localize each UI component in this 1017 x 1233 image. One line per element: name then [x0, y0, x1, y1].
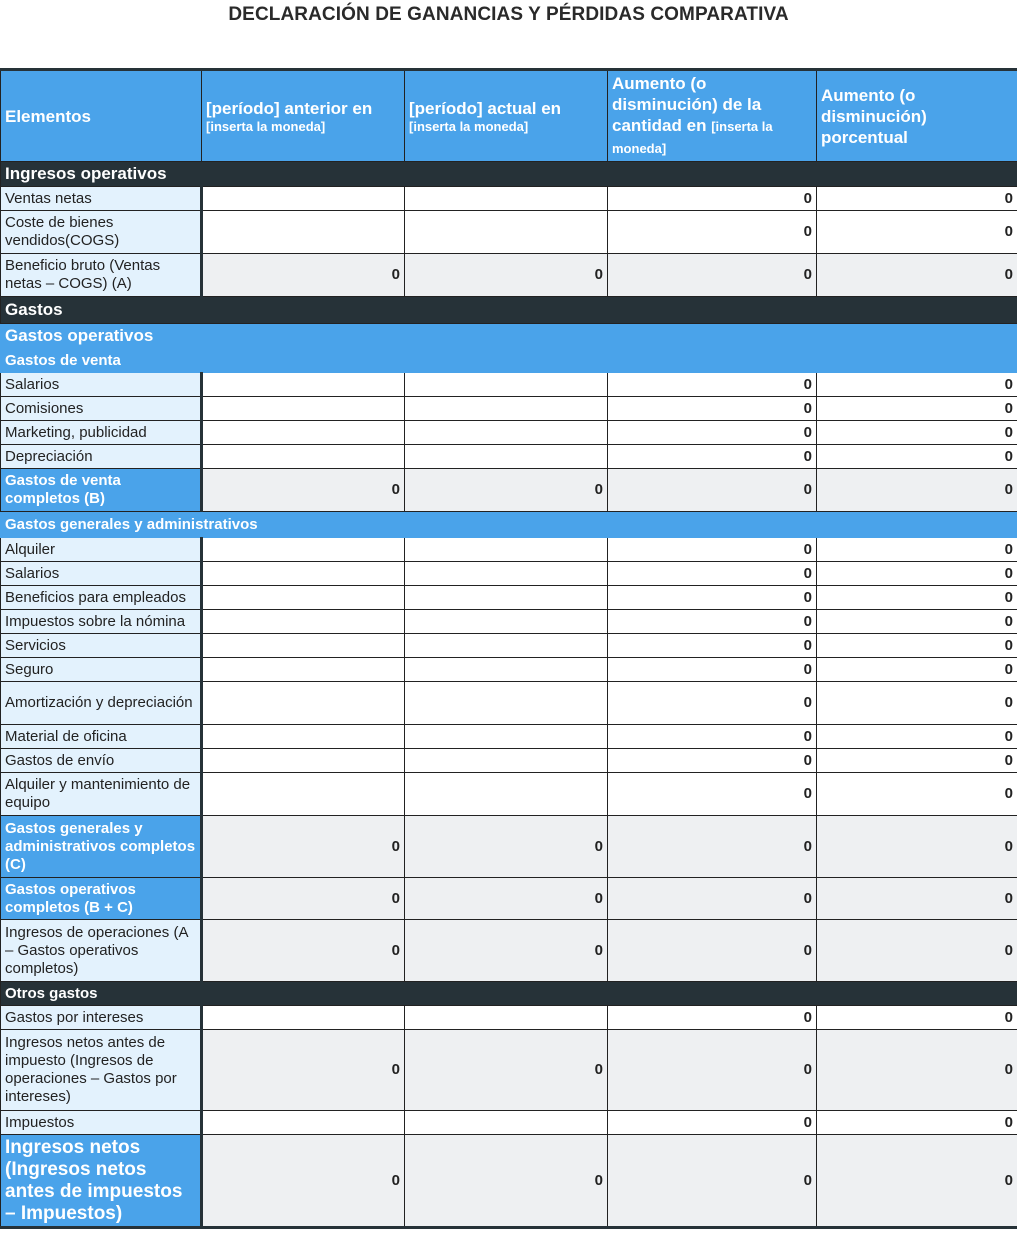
cell-amount-change: 0: [608, 920, 817, 982]
cell-percent-change: 0: [817, 1135, 1017, 1228]
cell-current[interactable]: [405, 682, 608, 725]
cell-current[interactable]: [405, 538, 608, 562]
cell-amount-change: 0: [608, 634, 817, 658]
cell-previous[interactable]: [202, 586, 405, 610]
cell-percent-change: 0: [817, 610, 1017, 634]
cell-amount-change: 0: [608, 749, 817, 773]
header-amount-label: Aumento (o disminución) de la cantidad en: [612, 74, 762, 135]
cell-current[interactable]: [405, 373, 608, 397]
row-label: Beneficios para empleados: [1, 586, 202, 610]
subsection-general-admin: Gastos generales y administrativos: [1, 512, 1017, 538]
cell-amount-change: 0: [608, 562, 817, 586]
cell-previous: 0: [202, 878, 405, 920]
table-row: [1, 816, 1017, 878]
header-current-label: [período] actual en: [409, 99, 562, 118]
cell-previous: 0: [202, 254, 405, 297]
row-label: Material de oficina: [1, 725, 202, 749]
table-row: [1, 1135, 1017, 1228]
cell-previous[interactable]: [202, 1111, 405, 1135]
cell-current: 0: [405, 1135, 608, 1228]
cell-previous[interactable]: [202, 397, 405, 421]
cell-amount-change: 0: [608, 725, 817, 749]
cell-percent-change: 0: [817, 725, 1017, 749]
row-label: Amortización y depreciación: [1, 682, 202, 725]
cell-percent-change: 0: [817, 254, 1017, 297]
row-label: Gastos operativos completos (B + C): [1, 878, 202, 920]
cell-amount-change: 0: [608, 1135, 817, 1228]
cell-amount-change: 0: [608, 773, 817, 816]
subsection-operating-expenses: Gastos operativos: [1, 324, 1017, 349]
cell-current[interactable]: [405, 1111, 608, 1135]
section-row: [1, 162, 1017, 187]
cell-amount-change: 0: [608, 1111, 817, 1135]
table-row: [1, 538, 1017, 562]
cell-percent-change: 0: [817, 421, 1017, 445]
table-row: [1, 562, 1017, 586]
header-percent-change: [817, 70, 1017, 162]
cell-percent-change: 0: [817, 187, 1017, 211]
cell-percent-change: 0: [817, 634, 1017, 658]
row-label: Gastos por intereses: [1, 1006, 202, 1030]
cell-current[interactable]: [405, 421, 608, 445]
table-row: [1, 682, 1017, 725]
cell-percent-change: 0: [817, 749, 1017, 773]
table-row: [1, 397, 1017, 421]
row-label: Depreciación: [1, 445, 202, 469]
row-label: Servicios: [1, 634, 202, 658]
row-label: Ingresos netos (Ingresos netos antes de impuestos – Impuestos): [1, 1135, 202, 1228]
cell-amount-change: 0: [608, 469, 817, 512]
cell-current[interactable]: [405, 562, 608, 586]
row-label: Ingresos netos antes de impuesto (Ingresos de operaciones – Gastos por intereses): [1, 1030, 202, 1111]
row-label: Gastos generales y administrativos completos (C): [1, 816, 202, 878]
cell-previous[interactable]: [202, 538, 405, 562]
cell-amount-change: 0: [608, 254, 817, 297]
subsection-row: [1, 349, 1017, 373]
table-row: [1, 469, 1017, 512]
row-label: Ingresos de operaciones (A – Gastos operativos completos): [1, 920, 202, 982]
cell-previous[interactable]: [202, 373, 405, 397]
cell-previous[interactable]: [202, 445, 405, 469]
cell-amount-change: 0: [608, 445, 817, 469]
cell-previous: 0: [202, 1030, 405, 1111]
cell-percent-change: 0: [817, 878, 1017, 920]
table-row: [1, 773, 1017, 816]
cell-previous[interactable]: [202, 610, 405, 634]
cell-previous: 0: [202, 469, 405, 512]
cell-previous[interactable]: [202, 562, 405, 586]
cell-current[interactable]: [405, 749, 608, 773]
cell-amount-change: 0: [608, 211, 817, 254]
cell-amount-change: 0: [608, 187, 817, 211]
cell-amount-change: 0: [608, 682, 817, 725]
cell-percent-change: 0: [817, 538, 1017, 562]
subsection-row: [1, 324, 1017, 349]
cell-percent-change: 0: [817, 469, 1017, 512]
cell-amount-change: 0: [608, 421, 817, 445]
table-row: [1, 725, 1017, 749]
row-label: Marketing, publicidad: [1, 421, 202, 445]
cell-current[interactable]: [405, 610, 608, 634]
cell-percent-change: 0: [817, 920, 1017, 982]
cell-current[interactable]: [405, 187, 608, 211]
header-previous-currency: [inserta la moneda]: [206, 119, 326, 134]
cell-percent-change: 0: [817, 658, 1017, 682]
section-row: [1, 297, 1017, 324]
cell-percent-change: 0: [817, 682, 1017, 725]
table-row: [1, 421, 1017, 445]
cell-previous[interactable]: [202, 725, 405, 749]
cell-amount-change: 0: [608, 878, 817, 920]
cell-amount-change: 0: [608, 1030, 817, 1111]
cell-current: 0: [405, 920, 608, 982]
table-row: [1, 610, 1017, 634]
cell-previous[interactable]: [202, 682, 405, 725]
page-title: DECLARACIÓN DE GANANCIAS Y PÉRDIDAS COMPARATIVA: [228, 4, 789, 25]
table-row: [1, 749, 1017, 773]
subsection-selling-expenses: Gastos de venta: [1, 349, 1017, 373]
cell-current[interactable]: [405, 445, 608, 469]
cell-percent-change: 0: [817, 373, 1017, 397]
cell-current: 0: [405, 1030, 608, 1111]
cell-previous[interactable]: [202, 421, 405, 445]
table-row: [1, 586, 1017, 610]
cell-percent-change: 0: [817, 562, 1017, 586]
cell-amount-change: 0: [608, 397, 817, 421]
row-label: Coste de bienes vendidos(COGS): [1, 211, 202, 254]
header-elements-label: Elementos: [5, 106, 91, 126]
row-label: Beneficio bruto (Ventas netas – COGS) (A): [1, 254, 202, 297]
row-label: Seguro: [1, 658, 202, 682]
cell-amount-change: 0: [608, 1006, 817, 1030]
row-label: Impuestos: [1, 1111, 202, 1135]
cell-previous: 0: [202, 816, 405, 878]
table-row: [1, 1006, 1017, 1030]
cell-current: 0: [405, 469, 608, 512]
header-percent-label: Aumento (o disminución) porcentual: [821, 85, 927, 147]
header-current-period: [405, 70, 608, 162]
header-previous-period: [202, 70, 405, 162]
cell-percent-change: 0: [817, 1111, 1017, 1135]
section-operating-income: Ingresos operativos: [1, 162, 1017, 187]
cell-current[interactable]: [405, 397, 608, 421]
cell-current[interactable]: [405, 634, 608, 658]
cell-previous[interactable]: [202, 187, 405, 211]
cell-previous[interactable]: [202, 773, 405, 816]
cell-current[interactable]: [405, 725, 608, 749]
header-row: [1, 70, 1017, 162]
cell-current[interactable]: [405, 1006, 608, 1030]
cell-amount-change: 0: [608, 373, 817, 397]
cell-amount-change: 0: [608, 816, 817, 878]
cell-percent-change: 0: [817, 211, 1017, 254]
cell-previous[interactable]: [202, 749, 405, 773]
section-row: [1, 982, 1017, 1006]
cell-current[interactable]: [405, 773, 608, 816]
row-label: Gastos de envío: [1, 749, 202, 773]
cell-amount-change: 0: [608, 586, 817, 610]
cell-percent-change: 0: [817, 445, 1017, 469]
row-label: Salarios: [1, 562, 202, 586]
table-row: [1, 445, 1017, 469]
header-elements: [1, 70, 202, 162]
cell-current[interactable]: [405, 658, 608, 682]
table-row: [1, 658, 1017, 682]
table-row: [1, 187, 1017, 211]
table-row: [1, 1111, 1017, 1135]
table-row: [1, 1030, 1017, 1111]
cell-current[interactable]: [405, 211, 608, 254]
cell-amount-change: 0: [608, 538, 817, 562]
cell-percent-change: 0: [817, 773, 1017, 816]
table-row: [1, 878, 1017, 920]
row-label: Alquiler y mantenimiento de equipo: [1, 773, 202, 816]
cell-percent-change: 0: [817, 816, 1017, 878]
row-label: Comisiones: [1, 397, 202, 421]
cell-previous: 0: [202, 1135, 405, 1228]
row-label: Alquiler: [1, 538, 202, 562]
cell-current: 0: [405, 878, 608, 920]
cell-percent-change: 0: [817, 586, 1017, 610]
header-amount-change: [608, 70, 817, 162]
header-previous-label: [período] anterior en: [206, 99, 373, 118]
section-expenses: Gastos: [1, 297, 1017, 324]
cell-previous[interactable]: [202, 211, 405, 254]
pl-statement-table: [0, 68, 1017, 1229]
cell-amount-change: 0: [608, 658, 817, 682]
table-row: [1, 634, 1017, 658]
cell-percent-change: 0: [817, 1030, 1017, 1111]
header-amount-currency: [inserta la moneda]: [612, 119, 773, 156]
cell-previous: 0: [202, 920, 405, 982]
section-other-expenses: Otros gastos: [1, 982, 1017, 1006]
cell-percent-change: 0: [817, 397, 1017, 421]
cell-previous[interactable]: [202, 634, 405, 658]
table-row: [1, 920, 1017, 982]
cell-percent-change: 0: [817, 1006, 1017, 1030]
row-label: Ventas netas: [1, 187, 202, 211]
row-label: Gastos de venta completos (B): [1, 469, 202, 512]
cell-previous[interactable]: [202, 658, 405, 682]
table-row: [1, 211, 1017, 254]
row-label: Impuestos sobre la nómina: [1, 610, 202, 634]
header-current-currency: [inserta la moneda]: [409, 119, 529, 134]
table-row: [1, 254, 1017, 297]
cell-amount-change: 0: [608, 610, 817, 634]
cell-current: 0: [405, 254, 608, 297]
subsection-row: [1, 512, 1017, 538]
cell-previous[interactable]: [202, 1006, 405, 1030]
cell-current: 0: [405, 816, 608, 878]
cell-current[interactable]: [405, 586, 608, 610]
row-label: Salarios: [1, 373, 202, 397]
table-row: [1, 373, 1017, 397]
